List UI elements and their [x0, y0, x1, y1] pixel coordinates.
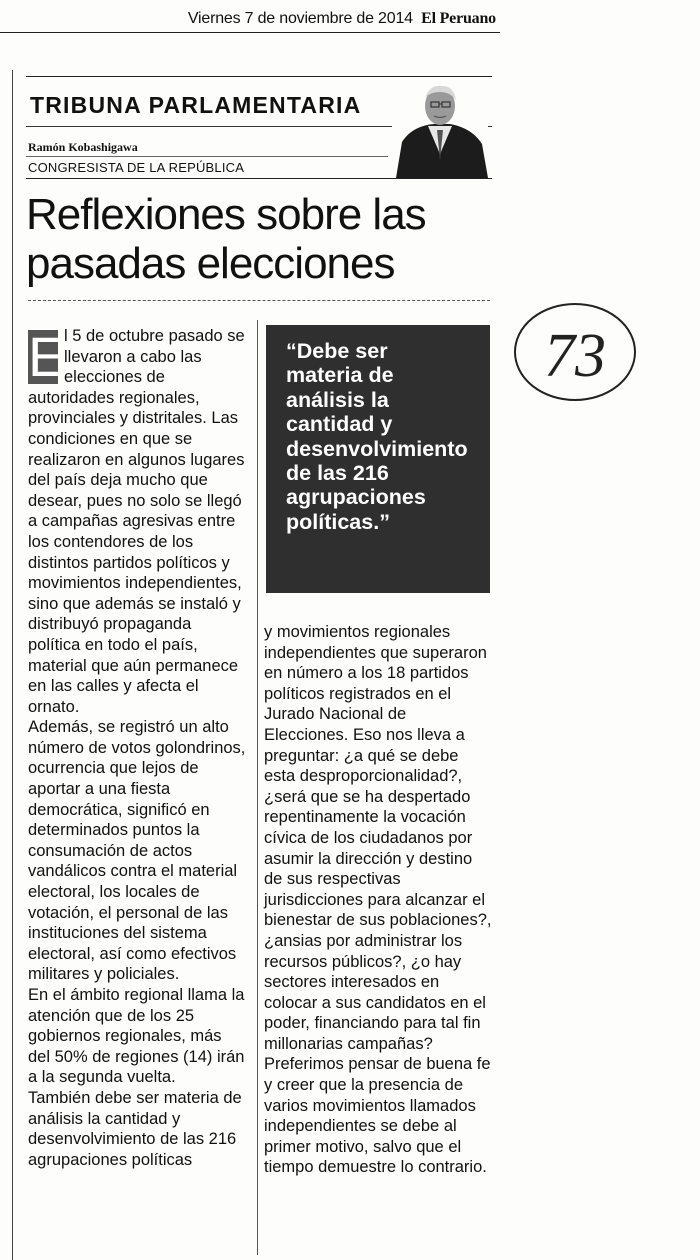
article-column-2	[264, 622, 494, 1178]
pull-quote: “Debe ser materia de análisis la cantidad y desenvolvimiento de las 216 agrupaciones políticas.”	[266, 325, 490, 593]
author-photo	[392, 80, 488, 178]
issue-date: Viernes 7 de noviembre de 2014	[187, 10, 413, 27]
author-name: Ramón Kobashigawa	[28, 140, 138, 154]
handwritten-page-number	[510, 300, 640, 410]
handwritten-number: 73	[544, 322, 606, 390]
article-column-1	[28, 326, 248, 1170]
dateline	[188, 10, 496, 28]
title-line-1: Reflexiones sobre las	[26, 190, 426, 239]
publication-name: El Peruano	[421, 10, 496, 27]
paragraph-4: También debe ser materia de análisis la cantidad y desenvolvimiento de las 216 agrupaciones políticas	[28, 1088, 242, 1169]
column-divider	[257, 320, 258, 1255]
left-column-rule	[12, 70, 13, 1260]
paragraph-2: Además, se registró un alto número de votos golondrinos, ocurrencia que lejos de aportar a una fiesta democrática, significó en determinados puntos la consumación de actos vandálicos contra el material electoral, los locales de votación, el personal de las instituciones del sistema electoral, así como efectivos militares y policiales.	[28, 718, 246, 984]
top-rule	[0, 32, 500, 33]
drop-cap: E	[28, 325, 66, 388]
header-rule-bottom	[26, 178, 492, 179]
paragraph-1-text: l 5 de octubre pasado se llevaron a cabo las elecciones de autoridades regionales, provinciales y distritales. Las condiciones en que se realizaron en algunos lugares del país deja mucho que desear, pues no solo se llegó a campañas agresivas entre los contendores de los distintos partidos políticos y movimientos independientes, sino que además se instaló y distribuyó propaganda política en todo el país, material que aún permanece en las calles y afecta el ornato.	[28, 327, 245, 716]
article-title	[26, 190, 496, 288]
author-underline	[26, 156, 388, 157]
paragraph-5: y movimientos regionales independientes que superaron en número a los 18 partidos políticos registrados en el Jurado Nacional de Elecciones. Eso nos lleva a preguntar: ¿a qué se debe esta desproporcionalidad?, ¿será que se ha despertado repentinamente la vocación cívica de los ciudadanos por asumir la dirección y destino de sus respectivas jurisdicciones para alcanzar el bienestar de sus poblaciones?, ¿ansias por administrar los recursos públicos?, ¿o hay sectores interesados en colocar a sus candidatos en el poder, financiando para tal fin millonarias campañas? Preferimos pensar de buena fe y creer que la presencia de varios movimientos llamados independientes se debe al primer motivo, salvo que el tiempo demuestre lo contrario.	[264, 623, 492, 1177]
author-role: CONGRESISTA DE LA REPÚBLICA	[28, 160, 245, 175]
title-line-2: pasadas elecciones	[26, 239, 395, 288]
title-divider	[28, 300, 490, 301]
paragraph-3: En el ámbito regional llama la atención que de los 25 gobiernos regionales, más del 50% de regiones (14) irán a la segunda vuelta.	[28, 986, 245, 1087]
header-rule-top	[26, 76, 492, 77]
section-title: TRIBUNA PARLAMENTARIA	[30, 92, 362, 118]
paragraph-1	[28, 326, 248, 717]
